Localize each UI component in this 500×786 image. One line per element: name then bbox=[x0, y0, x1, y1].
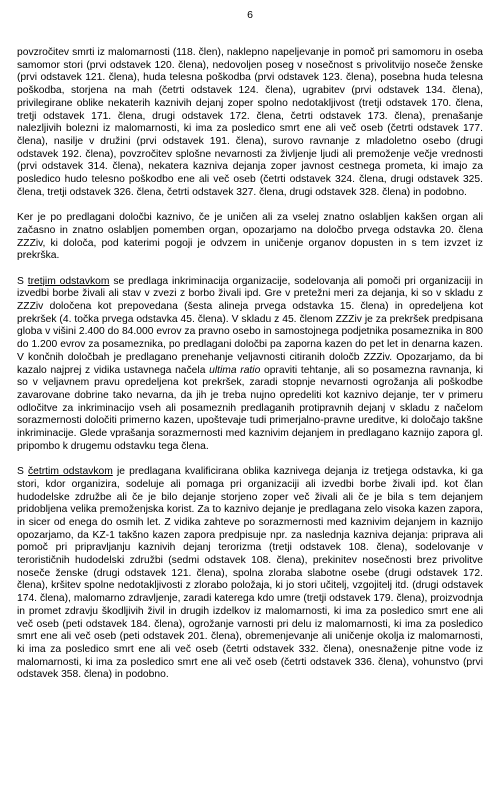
paragraph-4-heading-underlined: četrtim odstavkom bbox=[28, 466, 113, 478]
paragraph-1: povzročitev smrti iz malomarnosti (118. člen), naklepno napeljevanje in pomoč pri samomoru in oseba samomor stori (prvi odstavek 120. člena), nedovoljen poseg v nosečnost s privolitvijo noseče ženske (prvi odstavek 121. člena), huda telesna poškodba (prvi odstavek 123. člena), posebna huda telesna poškodba, storjena na mah (četrti odstavek 124. člena), ugrabitev (prvi odstavek 134. člena), privilegirane oblike nekaterih kaznivih dejanj zoper spolno nedotakljivost (tretji odstavek 170. člena, tretji odstavek 171. člena, drugi odstavek 172. člena, četrti odstavek 173. člena), prenašanje nalezljivih bolezni iz malomarnosti, ki ima za posledico smrt ene ali več oseb (četrti odstavek 177. člena), nasilje v družini (prvi odstavek 191. člena), surovo ravnanje z mladoletno osebo (drugi odstavek 192. člena), povzročitev splošne nevarnosti za življenje ljudi ali premoženje večje vrednosti (prvi odstavek 314. člena), nekatera kazniva dejanja zoper javnost cestnega prometa, ki imajo za posledico hudo telesno poškodbo ene ali več oseb (četrti odstavek 324. člena, drugi odstavek 325. člena, tretji odstavek 326. člena, četrti odstavek 327. člena, drugi odstavek 328. člena) in podobno. bbox=[17, 47, 483, 198]
paragraph-3-lead: S bbox=[17, 275, 28, 287]
paragraph-3-heading-underlined: tretjim odstavkom bbox=[27, 275, 110, 287]
page-number: 6 bbox=[247, 9, 253, 21]
paragraph-2: Ker je po predlagani določbi kaznivo, če je uničen ali za vselej znatno oslabljen kakšen organ ali začasno in znatno oslabljen pomemben organ, opozarjamo na določbo prvega odstavka 20. člena ZZZiv, ki določa, pod katerimi pogoji je odvzem in uničenje organov dopusten in s tem izvzet iz prekrška. bbox=[17, 212, 483, 262]
paragraph-4-body: je predlagana kvalificirana oblika kaznivega dejanja iz tretjega odstavka, ki ga stori, kdor organizira, sodeluje ali pomaga pri organizaciji ali izvedbi borbe živali ipd. kot član hudodelske združbe ali če je bilo dejanje storjeno zoper več živali ali če je bila s tem dejanjem pridobljena velika premoženjska korist. Za to kaznivo dejanje je predlagana zelo visoka kazen zapora, in sicer od enega do osmih let. Z vidika zahteve po sorazmernosti med kaznivim dejanjem in kaznijo opozarjamo, da KZ-1 takšno kazen zapora predpisuje npr. za naslednja kazniva dejanja: priprava ali pomoč pri pripravljanju kaznivih dejanj terorizma (tretji odstavek 108. člena), sodelovanje v terorističnih hudodelski združbi (sedmi odstavek 108. člena), prekinitev nosečnosti brez privolitve noseče ženske (drugi odstavek 121. člena), spolna zloraba slabotne osebe (drugi odstavek 172. člena), kršitev spolne nedotakljivosti z zlorabo položaja, ki jo stori učitelj, vzgojitelj itd. (drugi odstavek 174. člena), malomarno zdravljenje, zaradi katerega kdo umre (tretji odstavek 179. člena), proizvodnja in promet zdravju škodljivih živil in drugih izdelkov iz malomarnosti, ki ima za posledico smrt ene ali več oseb (peti odstavek 184. člena), ogrožanje varnosti pri delu iz malomarnosti, ki ima za posledico smrt ene ali več oseb (peti odstavek 201. člena), obremenjevanje ali uničenje okolja iz malomarnosti, ki ima za posledico smrt ene ali več oseb (četrti odstavek 332. člena), onesnaženje pitne vode iz malomarnosti, ki ima za posledico smrt ene ali več oseb (četrti odstavek 336. člena), vohunstvo (prvi odstavek 358. člena) in podobno. bbox=[17, 466, 483, 681]
paragraph-4-lead: S bbox=[17, 466, 29, 478]
paragraph-3-body-b: opraviti tehtanje, ali so posamezna ravnanja, ki so v veljavnem pravu opredeljena kot prekršek, zaradi stopnje nevarnosti ogrožanja ali poškodbe zavarovane dobrine tako nevarna, da jih je treba nujno opredeliti kot kaznivo dejanje, ter v primeru odločitve za inkriminacijo vseh ali posameznih predlaganih protipravnih dejanj v skladu z načelom sorazmernosti določiti primerno kazen, upoštevaje tudi primerjalno-pravne ureditve, ki določajo takšne inkriminacije. Glede vprašanja sorazmernosti med kaznivim dejanjem in predlagano kaznijo zapora gl. pripombo k drugemu odstavku tega člena. bbox=[17, 364, 483, 452]
paragraph-3 bbox=[17, 276, 483, 454]
paragraph-3-italic-term: ultima ratio bbox=[209, 364, 261, 376]
paragraph-3-body-a: se predlaga inkriminacija organizacije, sodelovanja ali pomoči pri organizaciji in izvedbi borbe živali ali stav v zvezi z borbo živali ipd. Gre v pretežni meri za dejanja, ki so v skladu z ZZZiv določena kot prepovedana (šesta alineja prvega odstavka 15. člena) in opredeljena kot prekršek (4. točka prvega odstavka 45. člena). V skladu z 45. členom ZZZiv je za prekršek predpisana globa v višini 2.400 do 84.000 evrov za pravno osebo in samostojnega podjetnika posameznika in 800 do 1.200 evrov za posameznika, po predlagani določbi pa zaporna kazen do pet let in denarna kazen. V končnih določbah je predlagano prenehanje veljavnosti citiranih določb ZZZiv. Opozarjamo, da bi kazalo najprej z vidika ustavnega načela bbox=[17, 275, 483, 376]
document-body bbox=[17, 47, 483, 682]
paragraph-4 bbox=[17, 466, 483, 682]
